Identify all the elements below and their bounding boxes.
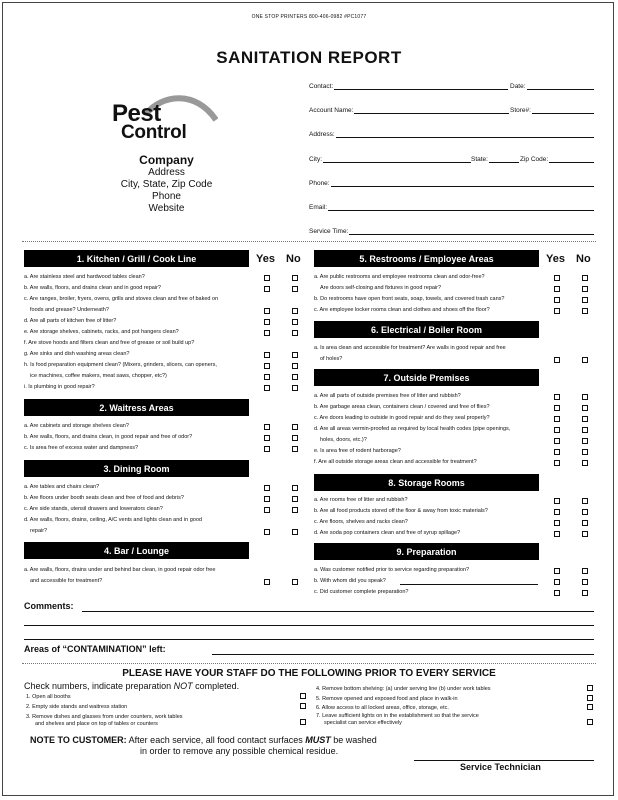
outside-item: b. Are garbage areas clean, containers clean / covered and free of flies?	[314, 404, 490, 410]
no-checkbox[interactable]	[582, 308, 588, 314]
no-checkbox[interactable]	[292, 363, 298, 369]
page-title: SANITATION REPORT	[216, 48, 402, 67]
kitchen-item: f. Are stove hoods and filters clean and free of grease or soil build up?	[24, 340, 195, 346]
electrical-item: a. Is area clean and accessible for treatment? Are walls in good repair and free	[314, 345, 506, 351]
restroom-item: a. Are public restrooms and employee restrooms clean and odor-free?	[314, 274, 485, 280]
no-checkbox[interactable]	[292, 275, 298, 281]
bar-item: a. Are walls, floors, drains under and behind bar clean, in good repair odor free	[24, 567, 216, 573]
yes-checkbox[interactable]	[264, 579, 270, 585]
dining-item: b. Are floors under booth seats clean and free of food and debris?	[24, 495, 184, 501]
no-checkbox[interactable]	[582, 416, 588, 422]
no-checkbox[interactable]	[582, 297, 588, 303]
yes-checkbox[interactable]	[264, 485, 270, 491]
no-checkbox[interactable]	[292, 374, 298, 380]
section-storage: 8. Storage Rooms	[314, 474, 539, 491]
kitchen-item: a. Are stainless steel and hardwood tables clean?	[24, 274, 145, 280]
account-name-field[interactable]: Account Name:	[309, 104, 509, 114]
no-header-right: No	[576, 253, 591, 265]
no-checkbox[interactable]	[582, 394, 588, 400]
prep-item: 4. Remove bottom shelving: (a) under serving line (b) under work tables	[316, 686, 491, 692]
yes-checkbox[interactable]	[554, 308, 560, 314]
prep-item: 5. Remove opened and exposed food and place in walk-in	[316, 696, 458, 702]
yes-checkbox[interactable]	[264, 529, 270, 535]
outside-item: a. Are all parts of outside premises free of litter and rubbish?	[314, 393, 461, 399]
yes-checkbox[interactable]	[554, 498, 560, 504]
yes-checkbox[interactable]	[554, 405, 560, 411]
no-checkbox[interactable]	[292, 435, 298, 441]
yes-checkbox[interactable]	[554, 286, 560, 292]
yes-checkbox[interactable]	[264, 507, 270, 513]
store-number-field[interactable]: Store#:	[510, 104, 594, 114]
company-phone: Phone	[152, 191, 181, 202]
prep-item: and shelves and place on top of tables or counters	[35, 721, 158, 727]
technician-label: Service Technician	[460, 762, 541, 772]
comments-line[interactable]	[24, 639, 594, 640]
section-waitress: 2. Waitress Areas	[24, 399, 249, 416]
preparation-item: c. Did customer complete preparation?	[314, 589, 409, 595]
no-checkbox[interactable]	[292, 319, 298, 325]
prep-checkbox[interactable]	[587, 685, 593, 691]
no-checkbox[interactable]	[582, 520, 588, 526]
kitchen-item: c. Are ranges, broiler, fryers, ovens, grills and stoves clean and free of baked on	[24, 296, 219, 302]
section-kitchen: 1. Kitchen / Grill / Cook Line	[24, 250, 249, 267]
kitchen-item: i. Is plumbing in good repair?	[24, 384, 95, 390]
section-preparation: 9. Preparation	[314, 543, 539, 560]
prep-item: 1. Open all booths	[26, 694, 71, 700]
yes-checkbox[interactable]	[554, 438, 560, 444]
prep-checkbox[interactable]	[300, 719, 306, 725]
yes-checkbox[interactable]	[554, 427, 560, 433]
prep-item: 7. Leave sufficient lights on in the establishment so that the service	[316, 713, 479, 719]
no-checkbox[interactable]	[582, 568, 588, 574]
divider-bottom	[22, 663, 596, 664]
bar-item: and accessible for treatment?	[30, 578, 103, 584]
zip-code-field[interactable]: Zip Code:	[520, 153, 594, 163]
section-electrical: 6. Electrical / Boiler Room	[314, 321, 539, 338]
prep-item: specialist can service effectively	[324, 720, 402, 726]
waitress-item: b. Are walls, floors, and drains clean, in good repair and free of odor?	[24, 434, 193, 440]
kitchen-item: h. Is food preparation equipment clean? (Mixers, grinders, slicers, can openers,	[24, 362, 217, 368]
company-city: City, State, Zip Code	[120, 179, 213, 190]
address-field[interactable]: Address:	[309, 128, 594, 138]
outside-item: holes, doors, etc.)?	[320, 437, 367, 443]
yes-checkbox[interactable]	[264, 374, 270, 380]
outside-item: e. Is area free of rodent harborage?	[314, 448, 401, 454]
logo-word-pest: Pest	[112, 100, 161, 127]
staff-banner: PLEASE HAVE YOUR STAFF DO THE FOLLOWING PRIOR TO EVERY SERVICE	[122, 668, 496, 679]
no-checkbox[interactable]	[292, 330, 298, 336]
yes-checkbox[interactable]	[554, 460, 560, 466]
prep-checkbox[interactable]	[300, 693, 306, 699]
outside-item: c. Are doors leading to outside in good repair and do they seal properly?	[314, 415, 490, 421]
yes-checkbox[interactable]	[264, 446, 270, 452]
yes-checkbox[interactable]	[264, 385, 270, 391]
no-checkbox[interactable]	[582, 498, 588, 504]
prep-checkbox[interactable]	[587, 719, 593, 725]
kitchen-item: b. Are walls, floors, and drains clean and in good repair?	[24, 285, 161, 291]
restroom-item: c. Are employee locker rooms clean and clothes and shoes off the floor?	[314, 307, 490, 313]
storage-item: a. Are rooms free of litter and rubbish?	[314, 497, 408, 503]
yes-checkbox[interactable]	[554, 275, 560, 281]
yes-checkbox[interactable]	[264, 424, 270, 430]
no-checkbox[interactable]	[292, 529, 298, 535]
no-checkbox[interactable]	[582, 286, 588, 292]
dining-item: a. Are tables and chairs clean?	[24, 484, 100, 490]
section-bar: 4. Bar / Lounge	[24, 542, 249, 559]
no-checkbox[interactable]	[292, 424, 298, 430]
yes-checkbox[interactable]	[554, 531, 560, 537]
section-dining: 3. Dining Room	[24, 460, 249, 477]
phone-field[interactable]: Phone:	[309, 177, 594, 187]
comments-line[interactable]	[24, 625, 594, 626]
logo-word-control: Control	[121, 122, 187, 143]
section-outside: 7. Outside Premises	[314, 369, 539, 386]
no-checkbox[interactable]	[292, 385, 298, 391]
no-checkbox[interactable]	[292, 352, 298, 358]
no-checkbox[interactable]	[292, 507, 298, 513]
no-checkbox[interactable]	[582, 275, 588, 281]
restroom-item: Are doors self-closing and fixtures in good repair?	[320, 285, 442, 291]
service-time-field[interactable]: Service Time:	[309, 225, 594, 235]
no-checkbox[interactable]	[292, 286, 298, 292]
yes-checkbox[interactable]	[554, 568, 560, 574]
dining-item: c. Are side stands, utensil drawers and lowerators clean?	[24, 506, 163, 512]
note-to-customer: NOTE TO CUSTOMER: After each service, all food contact surfaces MUST be washed in order to remove any possible chemical residue.	[30, 735, 377, 756]
storage-item: c. Are floors, shelves and racks clean?	[314, 519, 408, 525]
preparation-item: b. With whom did you speak?	[314, 578, 386, 584]
check-note: Check numbers, indicate preparation NOT completed.	[24, 681, 240, 691]
comments-line[interactable]	[82, 611, 594, 612]
kitchen-item: d. Are all parts of kitchen free of litter?	[24, 318, 117, 324]
yes-checkbox[interactable]	[264, 363, 270, 369]
yes-checkbox[interactable]	[264, 308, 270, 314]
storage-item: d. Are soda pop containers clean and free of syrup spillage?	[314, 530, 461, 536]
yes-checkbox[interactable]	[554, 590, 560, 596]
no-checkbox[interactable]	[582, 449, 588, 455]
yes-checkbox[interactable]	[264, 435, 270, 441]
no-checkbox[interactable]	[292, 446, 298, 452]
dining-item: d. Are walls, floors, drains, ceiling, A/C vents and lights clean and in good	[24, 517, 202, 523]
no-checkbox[interactable]	[292, 308, 298, 314]
company-name: Company	[139, 153, 194, 167]
yes-checkbox[interactable]	[264, 319, 270, 325]
restroom-item: b. Do restrooms have open front seats, soap, towels, and covered trash cans?	[314, 296, 505, 302]
no-checkbox[interactable]	[292, 579, 298, 585]
preparation-item: a. Was customer notified prior to service regarding preparation?	[314, 567, 470, 573]
email-field[interactable]: Email:	[309, 201, 594, 211]
divider-top	[22, 241, 596, 242]
no-checkbox[interactable]	[582, 438, 588, 444]
city-field[interactable]: City:	[309, 153, 471, 163]
yes-checkbox[interactable]	[554, 394, 560, 400]
printer-line: ONE STOP PRINTERS 800-406-0982 #PC1077	[251, 14, 367, 20]
yes-checkbox[interactable]	[264, 352, 270, 358]
speak-with-line[interactable]	[400, 584, 538, 585]
yes-header-left: Yes	[256, 253, 275, 265]
company-address: Address	[148, 167, 185, 178]
yes-checkbox[interactable]	[554, 579, 560, 585]
contamination-label: Areas of “CONTAMINATION” left:	[24, 644, 166, 654]
yes-checkbox[interactable]	[554, 416, 560, 422]
waitress-item: a. Are cabinets and storage shelves clean?	[24, 423, 129, 429]
no-checkbox[interactable]	[582, 405, 588, 411]
no-checkbox[interactable]	[582, 460, 588, 466]
prep-checkbox[interactable]	[587, 704, 593, 710]
company-block	[100, 153, 233, 215]
no-checkbox[interactable]	[582, 427, 588, 433]
yes-checkbox[interactable]	[264, 330, 270, 336]
yes-checkbox[interactable]	[554, 520, 560, 526]
contamination-line[interactable]	[212, 654, 594, 655]
storage-item: b. Are all food products stored off the floor & away from toxic materials?	[314, 508, 488, 514]
pest-control-logo	[108, 92, 218, 146]
no-checkbox[interactable]	[582, 590, 588, 596]
contact-field[interactable]: Contact:	[309, 80, 508, 90]
no-checkbox[interactable]	[582, 357, 588, 363]
dining-item: repair?	[30, 528, 48, 534]
yes-checkbox[interactable]	[554, 509, 560, 515]
kitchen-item: ice machines, coffee makers, meat saws, chopper, etc?)	[30, 373, 167, 379]
yes-header-right: Yes	[546, 253, 565, 265]
yes-checkbox[interactable]	[264, 496, 270, 502]
yes-checkbox[interactable]	[554, 449, 560, 455]
prep-item: 2. Empty side stands and waitress station	[26, 704, 128, 710]
no-checkbox[interactable]	[292, 485, 298, 491]
no-checkbox[interactable]	[582, 579, 588, 585]
comments-label: Comments:	[24, 601, 74, 611]
yes-checkbox[interactable]	[264, 275, 270, 281]
prep-item: 3. Remove dishes and glasses from under counters, work tables	[26, 714, 183, 720]
kitchen-item: g. Are sinks and dish washing areas clean?	[24, 351, 130, 357]
no-header-left: No	[286, 253, 301, 265]
prep-checkbox[interactable]	[587, 695, 593, 701]
yes-checkbox[interactable]	[264, 286, 270, 292]
no-checkbox[interactable]	[582, 531, 588, 537]
section-restrooms: 5. Restrooms / Employee Areas	[314, 250, 539, 267]
yes-checkbox[interactable]	[554, 297, 560, 303]
technician-signature-line[interactable]	[414, 760, 594, 761]
prep-item: 6. Allow access to all locked areas, office, storage, etc.	[316, 705, 449, 711]
kitchen-item: e. Are storage shelves, cabinets, racks, and pot hangers clean?	[24, 329, 179, 335]
prep-checkbox[interactable]	[300, 703, 306, 709]
no-checkbox[interactable]	[292, 496, 298, 502]
company-website: Website	[148, 203, 185, 214]
waitress-item: c. Is area free of excess water and dampness?	[24, 445, 139, 451]
yes-checkbox[interactable]	[554, 357, 560, 363]
electrical-item: of holes?	[320, 356, 343, 362]
outside-item: d. Are all areas vermin-proofed as required by local health codes (pipe openings,	[314, 426, 511, 432]
outside-item: f. Are all outside storage areas clean and accessible for treatment?	[314, 459, 477, 465]
no-checkbox[interactable]	[582, 509, 588, 515]
kitchen-item: foods and grease? Underneath?	[30, 307, 109, 313]
state-field[interactable]: State:	[471, 153, 519, 163]
date-field[interactable]: Date:	[510, 80, 594, 90]
